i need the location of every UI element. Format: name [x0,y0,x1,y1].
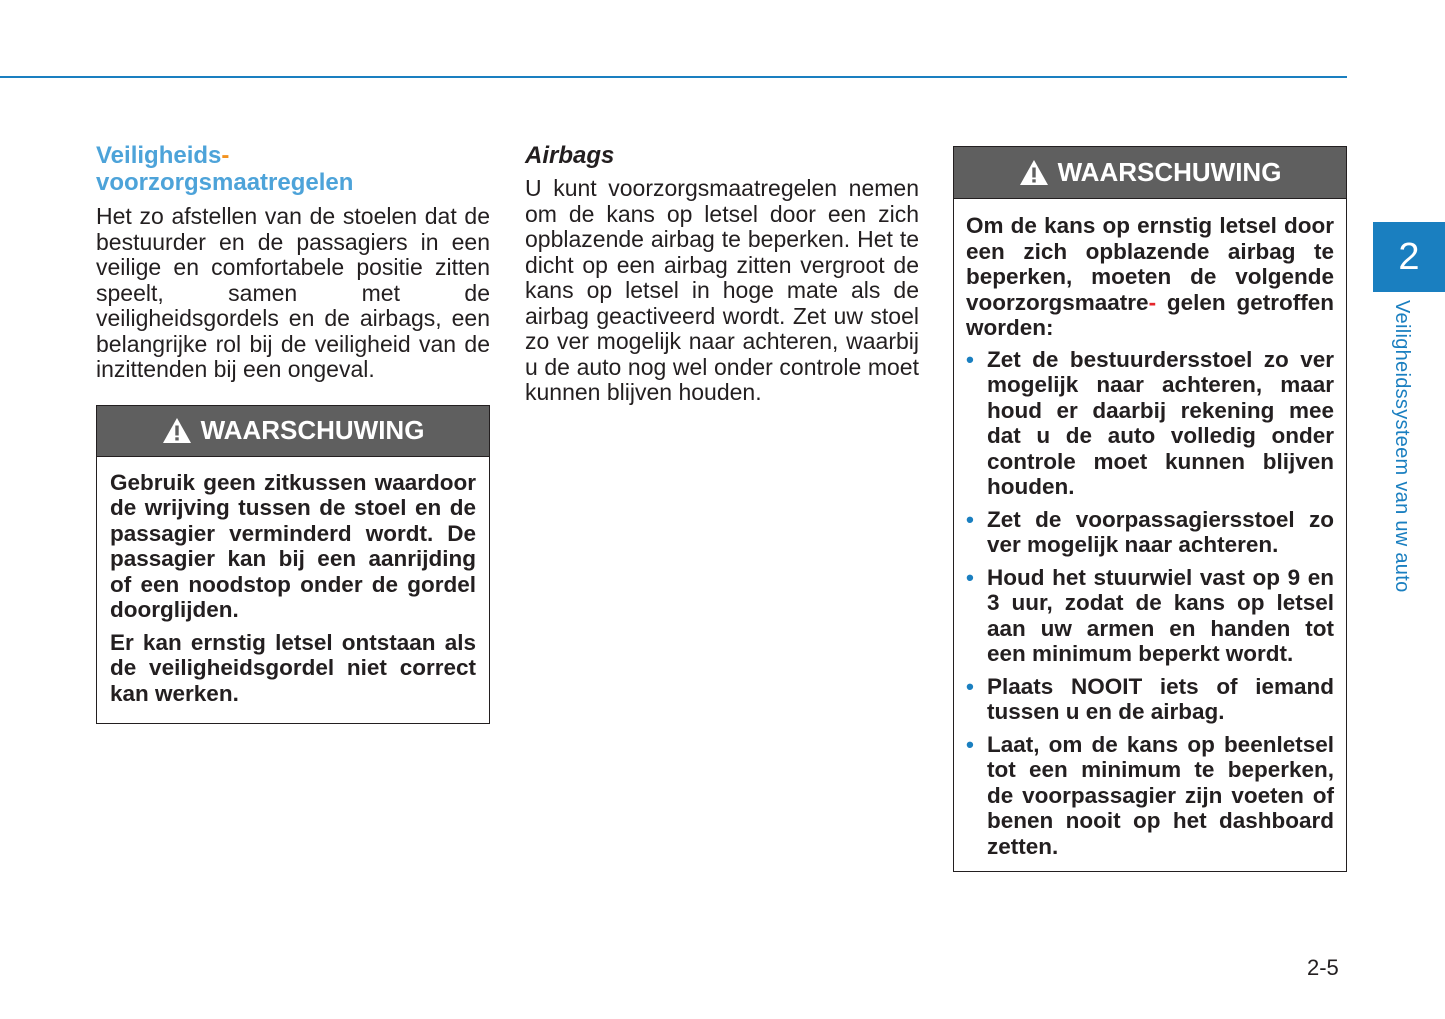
warning-header [954,147,1346,199]
list-item [966,565,1334,667]
section-body: Het zo afstellen van de stoelen dat de bestuurder en de passagiers in een veilige en comfortabele positie zitten speelt, samen met de veiligheidsgordels en de airbags, een belangrijke rol bij de veiligheid van de inzittenden bij een ongeval. [96,203,490,382]
list-item-text: Houd het stuurwiel vast op 9 en 3 uur, zodat de kans op letsel aan uw armen en handen tot een minimum beperkt wordt. [987,564,1334,666]
list-item-text: Zet de voorpassagiersstoel zo ver mogelijk naar achteren. [987,506,1334,557]
section-title-hyphen: - [221,142,230,169]
warning-intro [966,213,1334,341]
warning-intro-hyphen: - [1148,289,1157,315]
bullet-dot-icon: • [966,564,974,590]
warning-intro-part1: Om de kans op ernstig letsel door een zich opblazende airbag te beperken, moeten de volgende voorzorgsmaatre [966,213,1334,315]
warning-body [954,199,1346,871]
warning-bullet-list [966,347,1334,860]
bullet-dot-icon: • [966,731,974,757]
column-middle [525,142,919,406]
warning-triangle-icon [162,417,192,444]
list-item-text: Zet de bestuurdersstoel zo ver mogelijk naar achteren, maar houd er daarbij rekening mee dat u de auto volledig onder controle moet kunnen blijven houden. [987,346,1334,499]
chapter-tab[interactable] [1373,222,1445,292]
top-rule [0,76,1347,78]
list-item-text: Plaats NOOIT iets of iemand tussen u en de airbag. [987,673,1334,724]
section-title [96,142,490,196]
list-item-text: Laat, om de kans op beenletsel tot een minimum te beperken, de voorpassagier zijn voeten of benen nooit op het dashboard zetten. [987,731,1334,859]
bullet-dot-icon: • [966,346,974,372]
bullet-dot-icon: • [966,506,974,532]
column-right [953,146,1347,872]
section-title-line2: voorzorgsmaatregelen [96,169,354,196]
column-left [96,142,490,724]
warning-paragraph: Er kan ernstig letsel ontstaan als de veiligheidsgordel niet correct kan werken. [110,629,476,706]
page-number: 2-5 [1307,955,1339,980]
warning-paragraph: Gebruik geen zitkussen waardoor de wrijving tussen de stoel en de passagier verminderd wordt. De passagier kan bij een aanrijding of een noodstop onder de gordel doorglijden. [110,469,476,622]
chapter-label: Veiligheidssysteem van uw auto [1391,300,1413,593]
section-title-line1: Veiligheids [96,142,222,169]
warning-header [97,406,489,457]
list-item [966,674,1334,725]
bullet-dot-icon: • [966,673,974,699]
warning-triangle-icon [1019,159,1049,186]
warning-header-text: WAARSCHUWING [1057,157,1282,187]
warning-box-right [953,146,1347,872]
warning-header-text: WAARSCHUWING [200,415,425,445]
list-item [966,732,1334,860]
warning-intro-part2: gelen getroffen worden: [966,289,1334,340]
airbags-body: U kunt voorzorgsmaatregelen nemen om de kans op letsel door een zich opblazende airbag te beperken. Het te dicht op een airbag zitten vergroot de kans op letsel in hoge mate als de airbag geactiveerd wordt. Zet uw stoel zo ver mogelijk naar achteren, waarbij u de auto nog wel onder controle moet kunnen blijven houden. [525,175,919,405]
list-item [966,347,1334,500]
list-item [966,507,1334,558]
chapter-number: 2 [1398,235,1420,278]
airbags-title: Airbags [525,142,615,169]
warning-body [97,457,489,724]
warning-box-left [96,405,490,725]
